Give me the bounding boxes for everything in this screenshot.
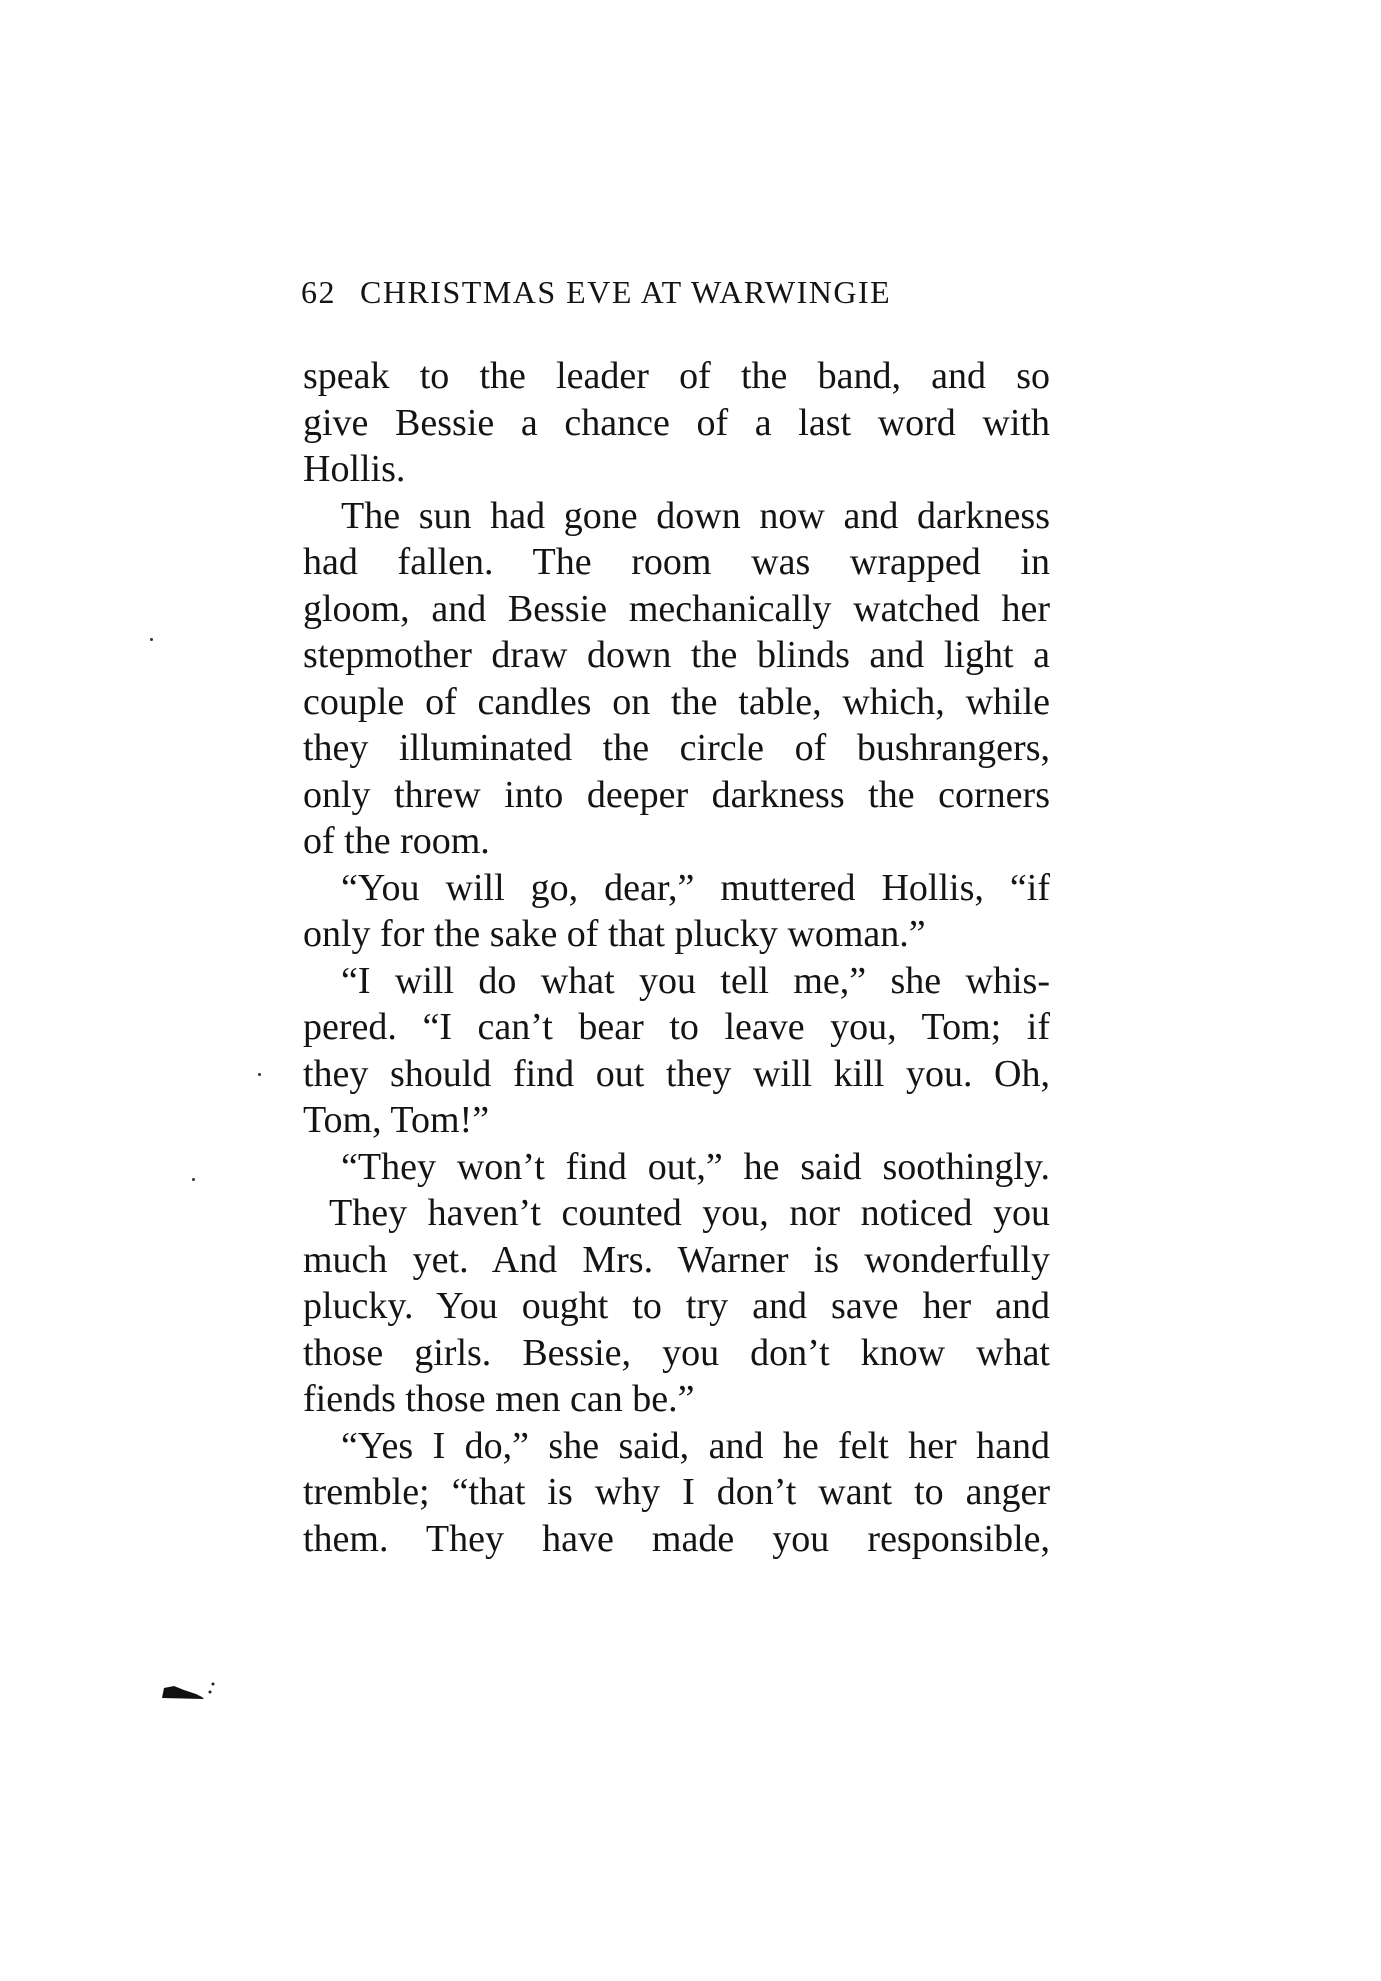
scan-smudge: [160, 1680, 218, 1700]
text-line: they illuminated the circle of bushrangers,: [303, 727, 1050, 769]
running-title: CHRISTMAS EVE AT WARWINGIE: [360, 274, 892, 310]
scan-speck: [192, 1178, 195, 1181]
text-line: tremble; “that is why I don’t want to anger: [303, 1471, 1050, 1513]
text-line: had fallen. The room was wrapped in: [303, 541, 1050, 583]
text-line: give Bessie a chance of a last word with: [303, 401, 1050, 444]
text-line: them. They have made you responsible,: [303, 1517, 1050, 1560]
scan-speck: [258, 1073, 261, 1076]
body-text: [303, 353, 1050, 1562]
text-line: they should find out they will kill you. Oh,: [303, 1052, 1050, 1095]
text-line: Hollis.: [303, 448, 406, 490]
text-line: only for the sake of that plucky woman.”: [303, 913, 926, 955]
text-line: only threw into deeper darkness the corners: [303, 773, 1050, 816]
text-line: “Yes I do,” she said, and he felt her hand: [341, 1424, 1050, 1467]
text-line: speak to the leader of the band, and so: [303, 355, 1050, 397]
text-line: plucky. You ought to try and save her and: [303, 1285, 1050, 1327]
running-head: [301, 274, 1051, 314]
text-line: They haven’t counted you, nor noticed you: [329, 1192, 1050, 1234]
text-line: of the room.: [303, 820, 490, 862]
text-line: “You will go, dear,” muttered Hollis, “if: [341, 866, 1050, 909]
scan-speck: [150, 638, 153, 641]
text-line: Tom, Tom!”: [303, 1099, 490, 1141]
text-line: “They won’t find out,” he said soothingly.: [341, 1145, 1050, 1188]
text-line: fiends those men can be.”: [303, 1378, 695, 1420]
text-line: pered. “I can’t bear to leave you, Tom; if: [303, 1006, 1050, 1048]
text-line: much yet. And Mrs. Warner is wonderfully: [303, 1238, 1050, 1281]
page-number: 62: [301, 274, 336, 310]
text-line: those girls. Bessie, you don’t know what: [303, 1331, 1050, 1374]
text-line: The sun had gone down now and darkness: [341, 494, 1050, 537]
text-line: couple of candles on the table, which, while: [303, 680, 1050, 723]
text-line: stepmother draw down the blinds and light a: [303, 634, 1050, 676]
text-line: gloom, and Bessie mechanically watched her: [303, 587, 1050, 630]
text-line: “I will do what you tell me,” she whis-: [341, 959, 1050, 1002]
